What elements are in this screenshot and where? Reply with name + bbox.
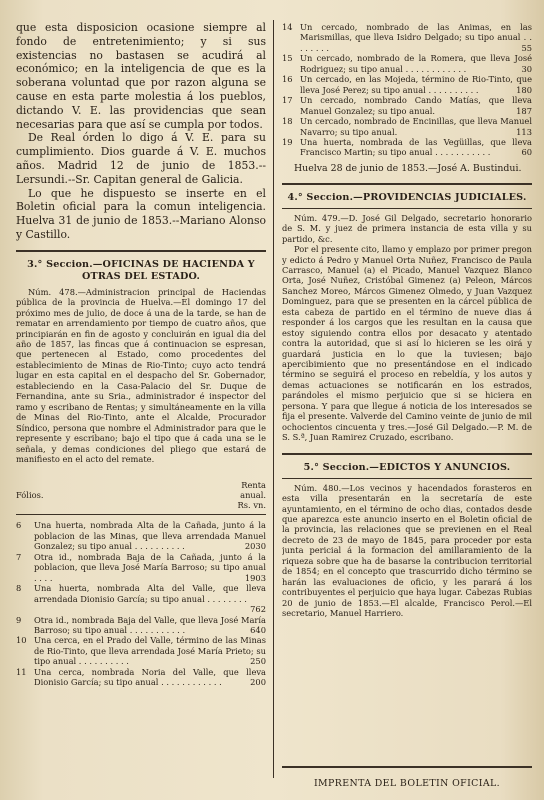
item-number: 19 xyxy=(282,136,293,147)
item-value: 180 xyxy=(516,84,532,95)
section4-intro: Núm. 479.—D. José Gil Delgado, secretario honorario de S. M. y juez de primera instancia de esta villa y su partido, &c. xyxy=(282,212,532,244)
section5-body: Núm. 480.—Los vecinos y hacendados forasteros en esta villa presentarán en la secretaría de este ayuntamiento, en el término de ocho dias, contados desde que aparezca este anuncio inserto en el Boletin oficial de la provincia, las relaciones que se previenen en el Real decreto de 23 de mayo de 1845, para proceder por esta junta pericial á la formacion del amillaramiento de la riqueza sobre que ha de basarse la contribucion territorial de 1854; en el concepto que trascurrido dicho término se harán las evaluaciones de oficio, y les parará á los contribuyentes el perjuicio que haya lugar. Cabezas Rubias 20 de junio de 1853.—El alcalde, Francisco Perol.—El secretario, Manuel Harriero. xyxy=(282,482,532,619)
item-text: Un cercado, en las Mojeda, término de Rio-Tinto, que lleva José Perez; su tipo anual . . . . . . . . . . xyxy=(300,74,532,95)
rent-header xyxy=(216,480,266,510)
section-subrule xyxy=(282,478,532,479)
section-subrule xyxy=(282,208,532,209)
item-value: 60 xyxy=(521,147,532,158)
list-item xyxy=(16,615,266,636)
item-number: 17 xyxy=(282,95,293,106)
list-item xyxy=(282,74,532,95)
rent-header-2: Rs. vn. xyxy=(237,500,266,511)
section3-title: 3.° Seccion.—OFICINAS DE HACIENDA Y OTRAS DEL ESTADO. xyxy=(27,258,255,282)
item-value: 762 xyxy=(250,604,266,615)
item-text: Un cercado, nombrado Cando Matías, que lleva Manuel Gonzalez; su tipo anual. xyxy=(300,95,532,116)
section4-title: 4.° Seccion.—PROVIDENCIAS JUDICIALES. xyxy=(287,191,527,203)
footer-rule xyxy=(282,766,532,768)
column-divider xyxy=(273,20,274,778)
publication-paragraph: Lo que he dispuesto se inserte en el Boletin oficial para la comun inteligencia. Huelva 31 de junio de 1853.--Mariano Alonso y Castillo. xyxy=(16,186,266,241)
section-rule xyxy=(282,183,532,185)
left-column xyxy=(16,0,266,800)
item-text: Otra id., nombrada Baja de la Cañada, junto á la poblacion, que lleva José María Barroso; su tipo anual . . . . xyxy=(34,551,266,583)
item-value: 187 xyxy=(516,105,532,116)
list-item xyxy=(282,22,532,53)
item-text: Una huerta, nombrada Alta del Valle, que lleva arrendada Dionisio García; su tipo anual . . . . . . . . xyxy=(34,583,266,604)
item-text: Un cercado, nombrado de la Romera, que lleva José Rodriguez; su tipo anual . . . . . . . . . . . . xyxy=(300,53,532,74)
item-number: 14 xyxy=(282,22,293,32)
item-text: Una huerta, nombrada Alta de la Cañada, junto á la poblacion de las Minas, que lleva arrendada Manuel Gonzalez; su tipo anual . . . . . . . . . . xyxy=(34,520,266,552)
item-number: 8 xyxy=(16,583,22,594)
item-text: Una cerca, nombrada Noria del Valle, que lleva Dionisio García; su tipo anual . . . . . . . . . . . . xyxy=(34,666,266,688)
item-text: Un cercado, nombrado de Encinillas, que lleva Manuel Navarro; su tipo anual. xyxy=(300,116,532,137)
section3-body: Núm. 478.—Administracion principal de Haciendas pública de la provincia de Huelva.—El domingo 17 del próximo mes de julio, de doce á una de la tarde, se han de rematar en arrendamiento por tiempo de cuatro años, que principiarán en fin de agosto y concluirán en igual dia del año de 1857, las fincas que á continuacion se espresan, que pertenecen al Estado, como procedentes del establecimiento de Minas de Rio-Tinto; cuyo acto tendrá lugar en esta capital en el despacho del Sr. Gobernador, estableciendo en la Casa-Palacio del Sr. Duque de Fernandina, ante su Sria., administrador é inspector del ramo y escribano de Rentas; y simultáneamente en la villa de Minas del Rio-Tinto, ante el Alcalde, Procurador Síndico, persona que nombre el Administrador para que le represente y escribano; bajo el tipo que á cada una se le señala, y demas condiciones del pliego que estará de manifiesto en el acto del remate. xyxy=(16,286,266,464)
section-rule xyxy=(16,250,266,252)
list-item xyxy=(282,53,532,74)
list-item xyxy=(16,635,266,666)
item-number: 10 xyxy=(16,635,27,646)
item-value: 1903 xyxy=(244,572,266,583)
item-number: 7 xyxy=(16,551,22,562)
list-item xyxy=(16,583,266,614)
list-item xyxy=(16,667,266,688)
item-number: 18 xyxy=(282,116,293,127)
item-value: 200 xyxy=(250,677,266,688)
list-item xyxy=(282,137,532,158)
footer-imprint: IMPRENTA DEL BOLETIN OFICIAL. xyxy=(313,778,501,789)
item-number: 16 xyxy=(282,74,293,85)
item-value: 250 xyxy=(250,656,266,667)
item-value: 2030 xyxy=(244,541,266,552)
item-number: 15 xyxy=(282,53,293,64)
item-text: Una cerca, en el Prado del Valle, término de las Minas de Rio-Tinto, que lleva arrendada José María Prieto; su tipo anual . . . . . . . . . . xyxy=(34,635,266,667)
section4-body: Por el presente cito, llamo y emplazo por primer pregon y edicto á Pedro y Manuel Orta Nuñez, Francisco de Paula Carrasco, Manuel (a) el Picado, Manuel Vazquez Blanco Orta, José Nuñez, Cristóbal Gimenez (a) Peleon, Márcos Sanchez Moreo, Márcos Gimenez Olmedo, y Juan Vazquez Dominguez, para que se presenten en la cárcel pública de esta cabeza de partido en el término de nueve dias á responder á los cargos que les resultan en la causa que estoy siguiendo contra ellos por desacato y atentado contra la autoridad, que si así lo hicieren se les oirá y guardará justicia en lo que la tuviesen; bajo apercibimiento que no presentándose en el indicado término se seguirá el proceso en rebeldía, y los autos y demas actuaciones se notificarán en los estrados, parándoles el mismo perjuicio que si se hiciera en persona. Y para que llegue á noticia de los interesados se fija el presente. Valverde del Camino veinte de junio de mil ochocientos cincuenta y tres.—José Gil Delgado.—P. M. de S. S.ª, Juan Ramirez Cruzado, escribano. xyxy=(282,244,532,443)
item-text: Una huerta, nombrada de las Vegüillas, que lleva Francisco Martin; su tipo anual . . . . . . . . . . . xyxy=(300,136,532,158)
rent-header-1: Renta anual. xyxy=(240,480,266,501)
signature-line: Huelva 28 de junio de 1853.—José A. Bustindui. xyxy=(294,162,522,174)
intro-paragraph: que esta disposicion ocasione siempre al fondo de entretenimiento; y si sus existencias no bastasen se acudirá al económico; en la inteligencia de que es la soberana voluntad que por razon alguna se cause en esta parte molestia á los pueblos, dictando V. E. las providencias que sean necesarias para que así se cumpla por todos. xyxy=(16,21,266,131)
item-number: 9 xyxy=(16,614,22,625)
item-number: 11 xyxy=(16,666,27,677)
item-value: 640 xyxy=(250,624,266,635)
list-item xyxy=(282,95,532,116)
item-value: 30 xyxy=(521,63,532,74)
section-rule xyxy=(282,453,532,455)
item-value: 55 xyxy=(521,42,532,53)
royal-order-paragraph: De Real órden lo digo á V. E. para su cumplimiento. Dios guarde á V. E. muchos años. Madrid 12 de junio de 1853.--Lersundi.--Sr. Capitan general de Galicia. xyxy=(16,131,266,186)
item-text: Otra id., nombrada Baja del Valle, que lleva José María Barroso; su tipo anual . . . . . . . . . . . xyxy=(34,614,266,635)
list-item xyxy=(16,520,266,551)
list-item xyxy=(16,552,266,583)
table-rule xyxy=(16,514,266,515)
folios-header: Fólios. xyxy=(16,490,44,501)
table-header xyxy=(16,480,266,510)
item-value: 113 xyxy=(516,126,532,137)
list-item xyxy=(282,116,532,137)
right-column xyxy=(282,0,532,800)
section5-title: 5.° Seccion.—EDICTOS Y ANUNCIOS. xyxy=(303,461,511,473)
item-number: 6 xyxy=(16,520,22,531)
item-text: Un cercado, nombrado de las Animas, en las Marismillas, que lleva Isidro Delgado; su tipo anual . . . . . . . . xyxy=(300,22,532,53)
